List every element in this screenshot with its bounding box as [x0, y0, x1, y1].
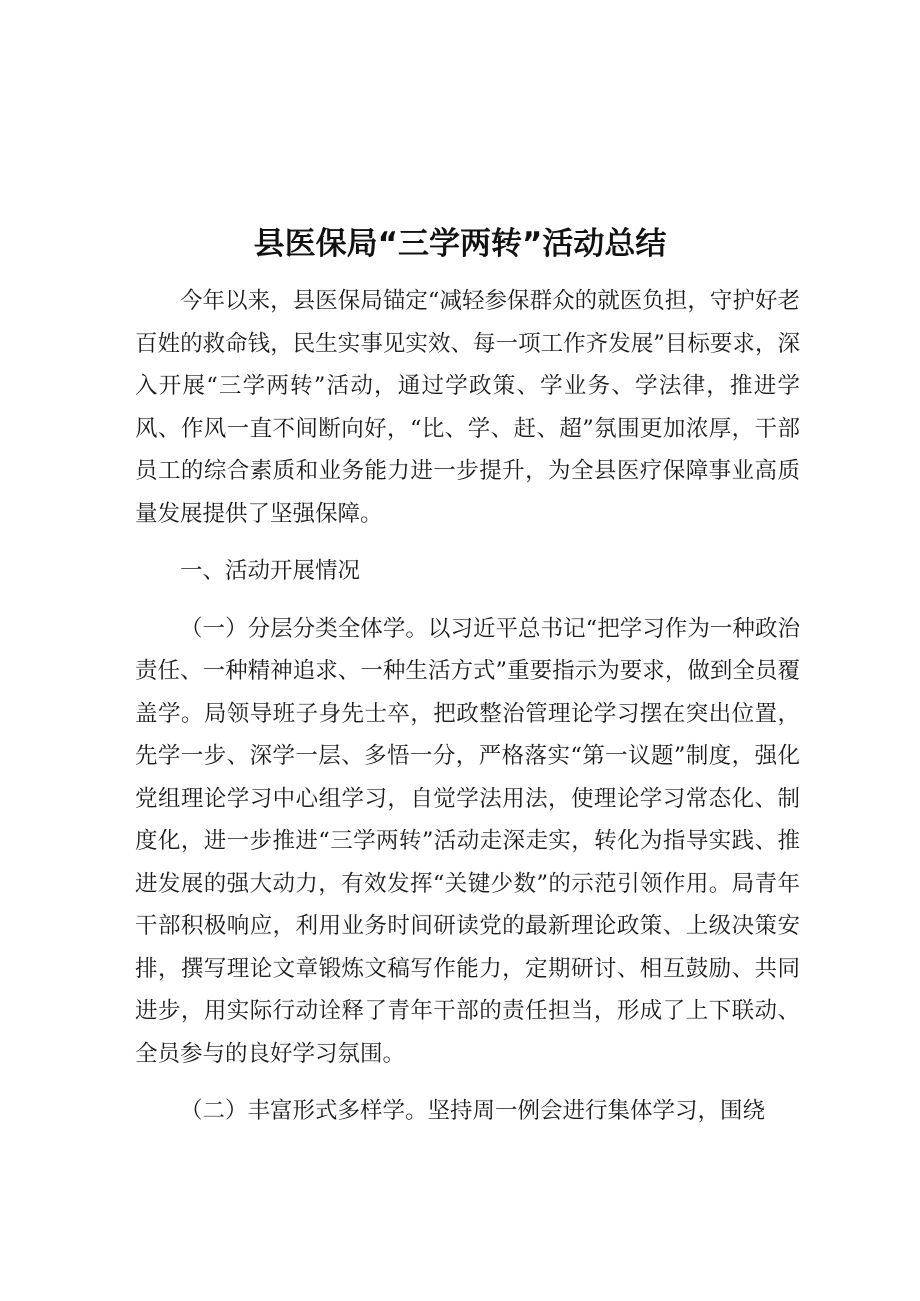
intro-paragraph: 今年以来，县医保局锚定“减轻参保群众的就医负担，守护好老百姓的救命钱，民生实事见实效、每一项工作齐发展”目标要求，深入开展“三学两转”活动，通过学政策、学业务、学法律，推进学风、作风一直不间断向好，“比、学、赶、超”氛围更加浓厚，干部员工的综合素质和业务能力进一步提升，为全县医疗保障事业高质量发展提供了坚强保障。	[135, 288, 800, 527]
item-1-paragraph	[135, 608, 800, 1076]
item-1-lead: （一）分层分类全体学。	[180, 615, 428, 642]
item-2-lead: （二）丰富形式多样学。	[180, 1098, 428, 1124]
document-body	[135, 280, 800, 1148]
item-2-body: 坚持周一例会进行集体学习，围绕	[427, 1098, 766, 1124]
item-2-paragraph	[135, 1090, 800, 1133]
item-1-body: 以习近平总书记“把学习作为一种政治责任、一种精神追求、一种生活方式”重要指示为要求，做到全员覆盖学。局领导班子身先士卒，把政整治管理论学习摆在突出位置，先学一步、深学一层、多悟一分，严格落实“第一议题”制度，强化党组理论学习中心组学习，自觉学法用法，使理论学习常态化、制度化，进一步推进“三学两转”活动走深走实，转化为指导实践、推进发展的强大动力，有效发挥“关键少数”的示范引领作用。局青年干部积极响应，利用业务时间研读党的最新理论政策、上级决策安排，撰写理论文章锻炼文稿写作能力，定期研讨、相互鼓励、共同进步，用实际行动诠释了青年干部的责任担当，形成了上下联动、全员参与的良好学习氛围。	[135, 615, 800, 1067]
section-heading: 一、活动开展情况	[180, 558, 361, 584]
document-title: 县医保局“三学两转”活动总结	[253, 226, 667, 262]
